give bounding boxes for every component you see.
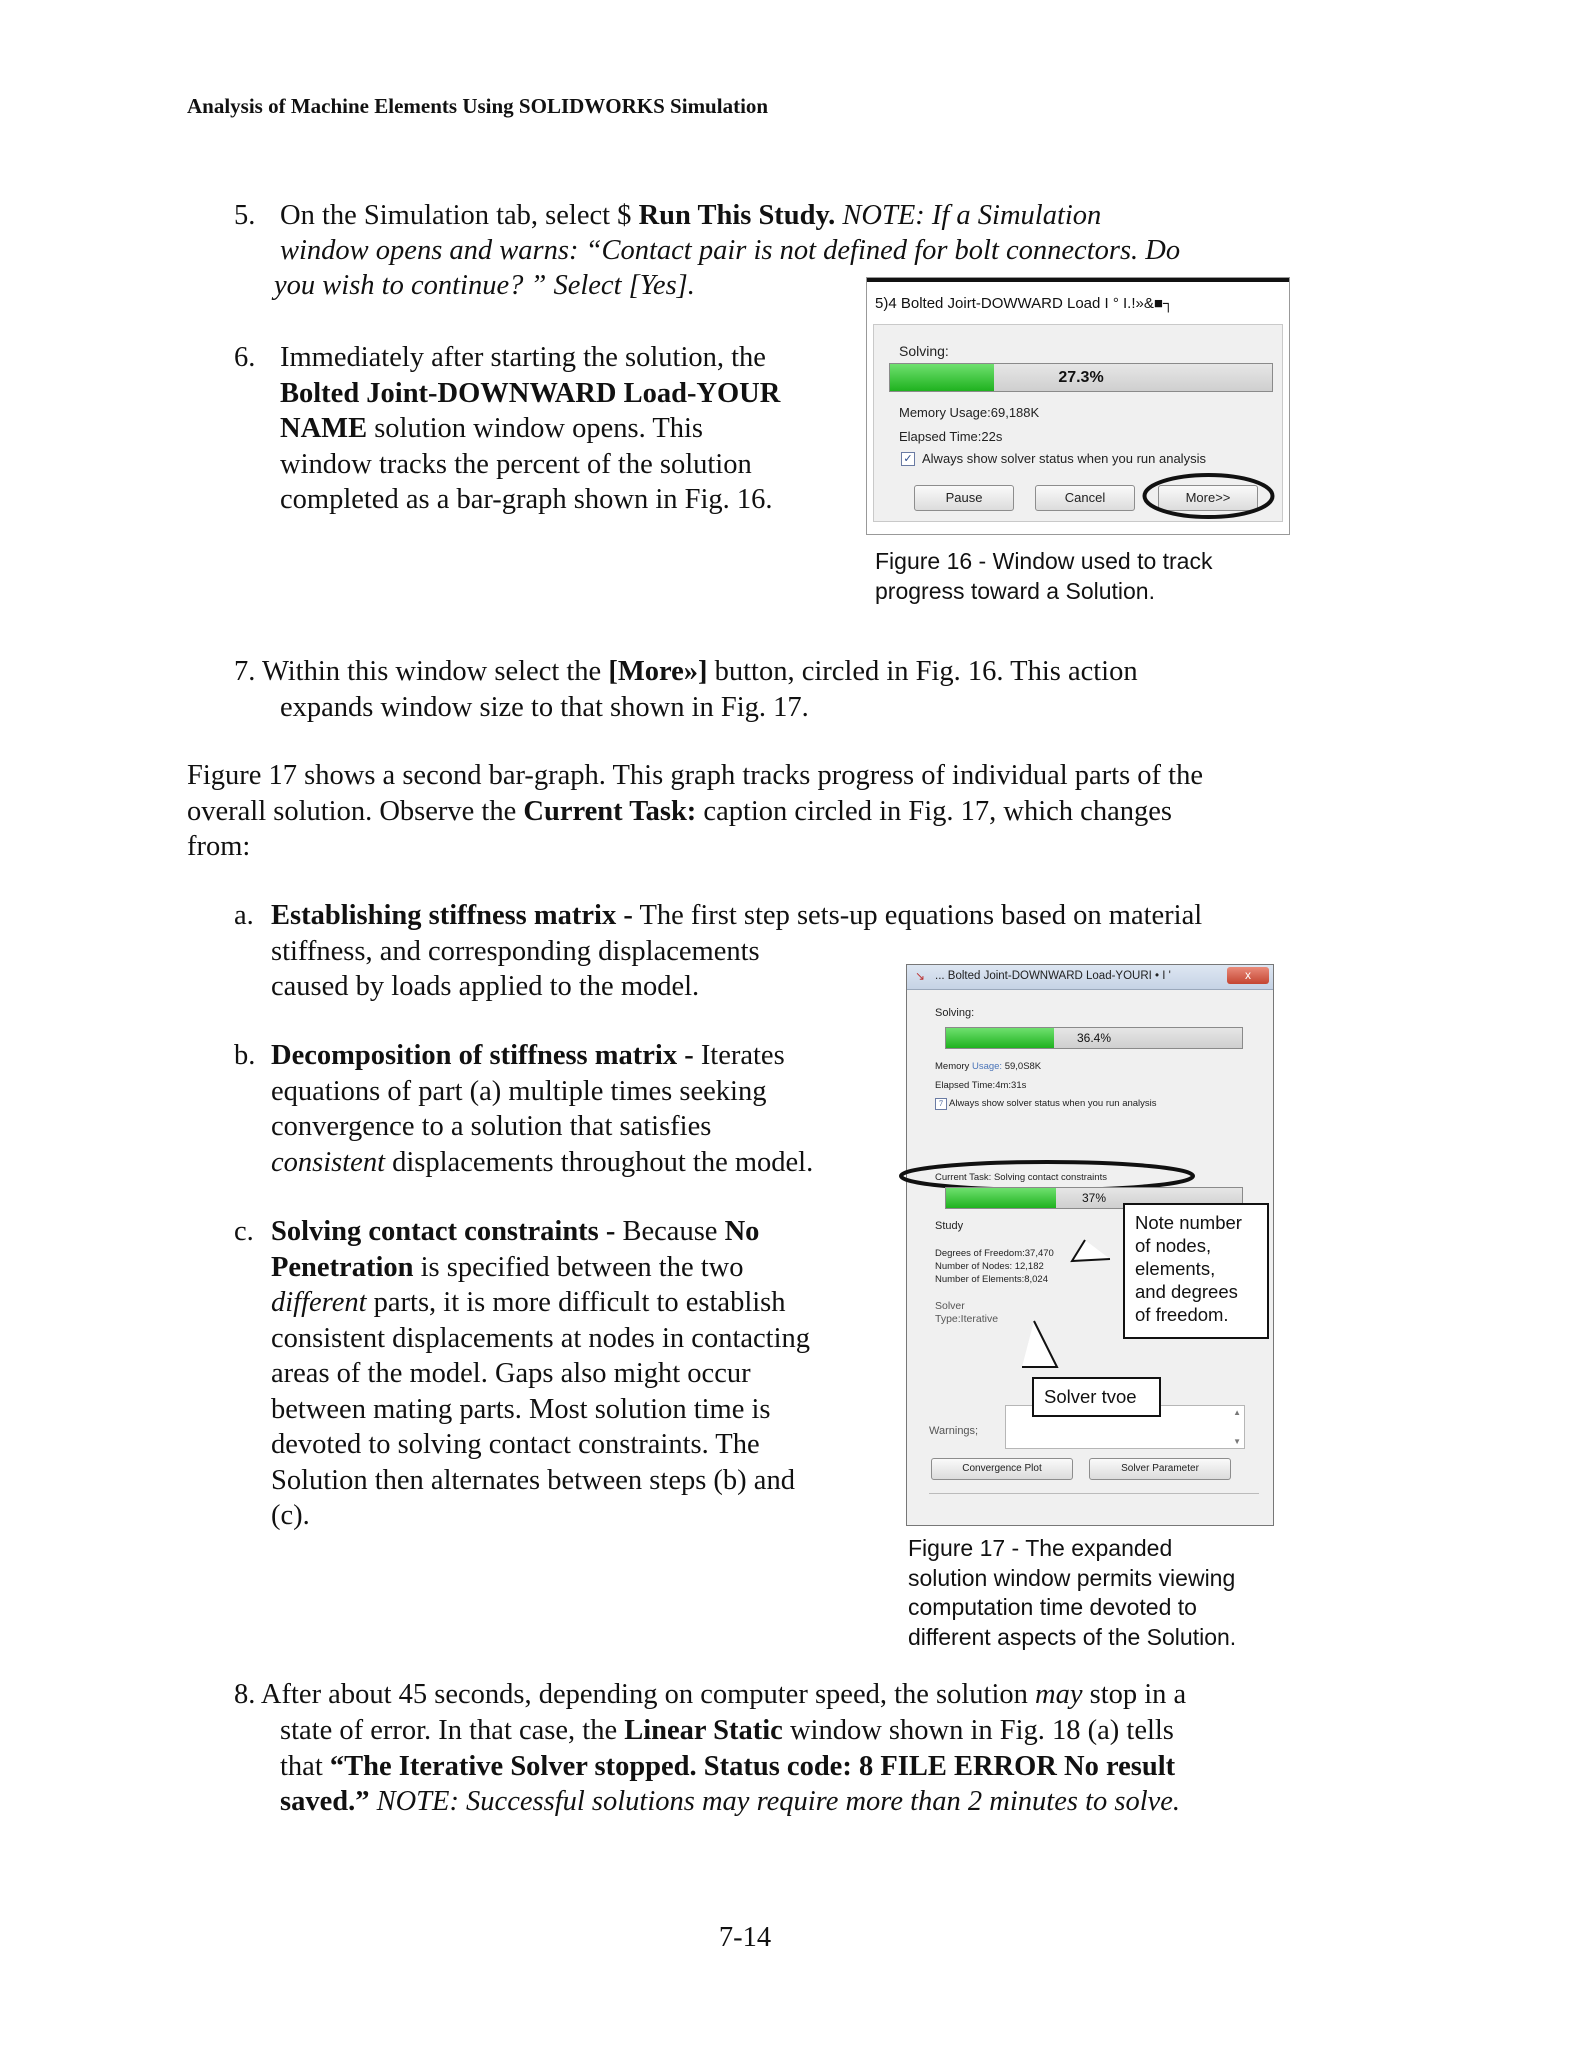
- step-5-line-2: window opens and warns: “Contact pair is not defined for bolt connectors. Do: [280, 235, 1181, 266]
- step-6-text: Immediately after starting the solution, the Bolted Joint-DOWNWARD Load-YOUR NAME solution window opens. This window tracks the percent of the solution completed as a bar-graph shown in Fig. 16.: [280, 342, 781, 515]
- always-show-checkbox[interactable]: 7: [935, 1098, 947, 1110]
- solver-parameter-button[interactable]: Solver Parameter: [1089, 1458, 1231, 1480]
- solver-type: Type:Iterative: [935, 1313, 999, 1325]
- convergence-plot-button[interactable]: Convergence Plot: [931, 1458, 1073, 1480]
- number-of-elements: Number of Elements:8,024: [935, 1274, 1049, 1285]
- step-5-line-1: On the Simulation tab, select $ Run This Study. NOTE: If a Simulation: [280, 200, 1102, 231]
- solving-label: Solving:: [899, 343, 949, 359]
- step-8-line-1: 8. After about 45 seconds, depending on computer speed, the solution may stop in a: [234, 1679, 1187, 1710]
- pause-button[interactable]: Pause: [914, 485, 1014, 511]
- step-5-number: 5.: [234, 200, 256, 231]
- solving-progress-bar: [889, 363, 1273, 392]
- body-paragraph: Figure 17 shows a second bar-graph. This graph tracks progress of individual parts of the overall solution. Observe the Current Task: caption circled in Fig. 17, which changes from:: [187, 760, 1203, 862]
- solver-label: Solver: [935, 1300, 965, 1312]
- more-button-circle: [1141, 472, 1276, 520]
- solving-label: Solving:: [935, 1007, 975, 1019]
- figure-17-caption: Figure 17 - The expanded solution window permits viewing computation time devoted to different aspects of the Solution.: [908, 1535, 1237, 1650]
- number-of-nodes: Number of Nodes: 12,182: [935, 1261, 1044, 1272]
- close-button[interactable]: x: [1227, 967, 1269, 984]
- item-c-letter: c.: [234, 1216, 254, 1247]
- warnings-label: Warnings;: [929, 1425, 979, 1437]
- progress-percent: 27.3%: [1058, 369, 1104, 386]
- item-a-letter: a.: [234, 900, 254, 931]
- scroll-up-icon[interactable]: ▲: [1233, 1408, 1241, 1417]
- always-show-checkbox[interactable]: ✓: [901, 452, 915, 466]
- callout-solver-type: Solver tvoe: [1032, 1377, 1161, 1417]
- step-6-number: 6.: [234, 342, 256, 373]
- step-7-line-2: expands window size to that shown in Fig. 17.: [280, 692, 809, 723]
- step-7-line-1: 7. Within this window select the [More»] button, circled in Fig. 16. This action: [234, 656, 1138, 687]
- scroll-down-icon[interactable]: ▼: [1233, 1437, 1241, 1446]
- step-8-text: state of error. In that case, the Linear Static window shown in Fig. 18 (a) tells that “The Iterative Solver stopped. Status code: 8 FILE ERROR No result saved.” NOTE: Successful solutions may require more than 2 minutes to solve.: [280, 1715, 1181, 1817]
- running-header: Analysis of Machine Elements Using SOLIDWORKS Simulation: [187, 94, 769, 118]
- figure-16-solver-window: [866, 277, 1290, 535]
- memory-usage: Memory Usage: 59,0S8K: [935, 1061, 1042, 1072]
- more-button[interactable]: More>>: [1158, 485, 1258, 511]
- degrees-of-freedom: Degrees of Freedom:37,470: [935, 1248, 1054, 1259]
- figure-16-caption: Figure 16 - Window used to track progress toward a Solution.: [875, 548, 1213, 604]
- study-label: Study: [935, 1220, 964, 1232]
- always-show-label: Always show solver status when you run analysis: [949, 1098, 1157, 1109]
- memory-usage: Memory Usage:69,188K: [899, 405, 1040, 420]
- overall-progress-percent: 36.4%: [1076, 1031, 1112, 1045]
- task-progress-percent: 37%: [1081, 1191, 1107, 1205]
- cancel-button[interactable]: Cancel: [1035, 485, 1135, 511]
- item-a-text: Establishing stiffness matrix - The first step sets-up equations based on material stiffness, and corresponding displacements caused by loads applied to the model.: [271, 900, 1203, 1002]
- item-c-text: Solving contact constraints - Because No Penetration is specified between the two different parts, it is more difficult to establish consistent displacements at nodes in contacting areas of the model. Gaps also might occur between mating parts. Most solution time is devoted to solving contact constraints. The Solution then alternates between steps (b) and (c).: [271, 1216, 810, 1531]
- item-b-text: Decomposition of stiffness matrix - Iterates equations of part (a) multiple times seeking convergence to a solution that satisfies consistent displacements throughout the model.: [271, 1040, 814, 1178]
- window-title: 5)4 Bolted Joirt-DOWWARD Load I ° I.!»&■┐: [867, 278, 1289, 308]
- current-task-caption: Current Task: Solving contact constraints: [935, 1172, 1107, 1183]
- item-b-letter: b.: [234, 1040, 256, 1071]
- always-show-label: Always show solver status when you run analysis: [922, 451, 1206, 466]
- page-number: 7-14: [718, 1922, 772, 1953]
- step-5-line-3: you wish to continue? ” Select [Yes].: [274, 270, 695, 301]
- solver-status-panel: [873, 324, 1283, 522]
- app-icon: ↘: [915, 969, 926, 983]
- callout-note-counts: Note number of nodes, elements, and degrees of freedom.: [1123, 1203, 1269, 1339]
- elapsed-time: Elapsed Time:22s: [899, 429, 1003, 444]
- elapsed-time: Elapsed Time:4m:31s: [935, 1080, 1027, 1091]
- figure-17-expanded-window: [906, 964, 1274, 1526]
- window-title: ... Bolted Joint-DOWNWARD Load-YOURI • I ': [935, 970, 1171, 982]
